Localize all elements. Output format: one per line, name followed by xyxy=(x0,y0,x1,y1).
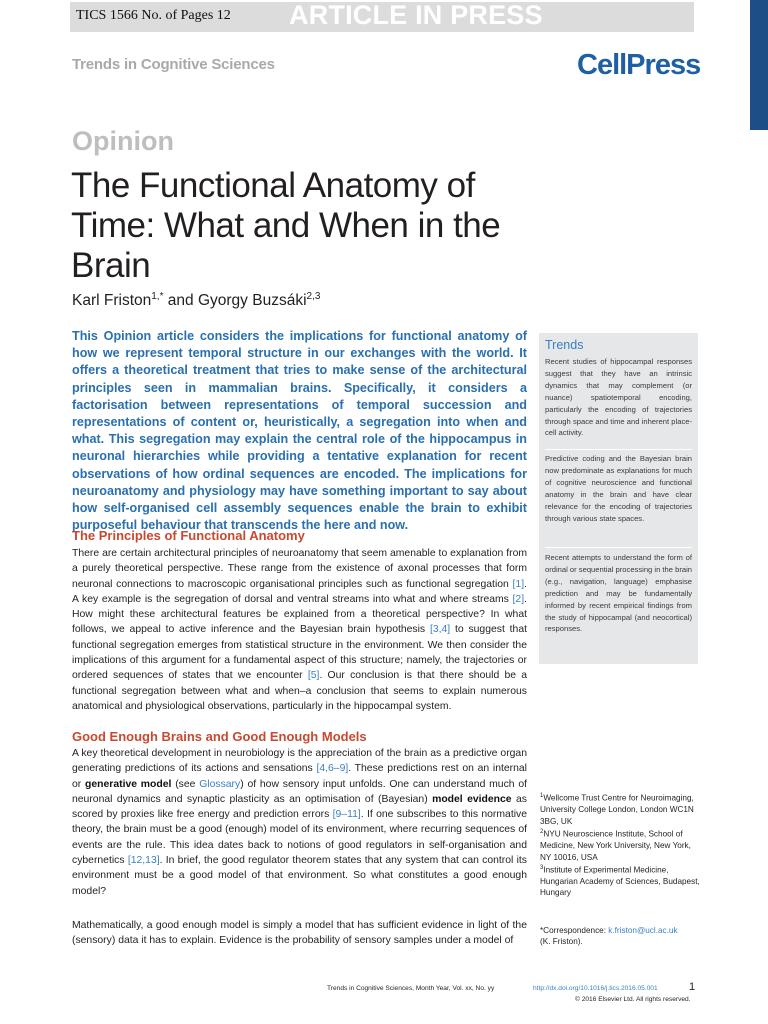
trends-title: Trends xyxy=(545,338,584,352)
citation-link[interactable]: [4,6–9] xyxy=(316,763,349,775)
author-line xyxy=(72,291,320,310)
manuscript-id: TICS 1566 No. of Pages 12 xyxy=(76,8,231,23)
author-superscript: 1,* xyxy=(151,291,164,302)
affiliation-item: $^2$NYU Neuroscience Institute, School of Medicine, New York University, New York, NY 10016, USA xyxy=(540,828,691,862)
affiliation-item: $^1$Wellcome Trust Centre for Neuroimaging, University College London, London WC1N 3BG, UK xyxy=(540,793,694,826)
email-link[interactable]: k.friston@ucl.ac.uk xyxy=(608,926,678,935)
trend-item: Predictive coding and the Bayesian brain now predominate as explanations for much of cognitive neuroscience and functional anatomy in the brain and have clear relevance for the encoding of trajectories through various state spaces. xyxy=(545,454,692,523)
copyright: © 2016 Elsevier Ltd. All rights reserved. xyxy=(575,996,691,1003)
section-heading: The Principles of Functional Anatomy xyxy=(72,528,305,543)
cellpress-logo: CellPress xyxy=(577,49,701,81)
trend-divider xyxy=(545,449,692,450)
author-name: Karl Friston xyxy=(72,292,152,310)
trend-item: Recent studies of hippocampal responses suggest that they have an intrinsic dynamics that may complement (or nuance) spatiotemporal encoding, particularly the encoding of trajectories through space and time and inherent place-cell activity. xyxy=(545,357,692,438)
trend-item: Recent attempts to understand the form of ordinal or sequential processing in the brain (e.g., navigation, language) emphasise prediction and may be fundamentally informed by recent empirical findings from the study of hippocampal (and neocortical) responses. xyxy=(545,553,692,634)
affiliation-item: $^3$Institute of Experimental Medicine, Hungarian Academy of Sciences, Budapest, Hungary xyxy=(540,864,700,898)
body-paragraph: Mathematically, a good enough model is simply a model that has sufficient evidence in light of the (sensory) data it has to explain. Evidence is the probability of sensory samples under a model of xyxy=(72,920,527,947)
body-paragraph: A key theoretical development in neurobiology is the appreciation of the brain as a predictive organ generating predictions of its actions and sensations [4,6–9]. These predictions rest on an internal or generative model (see Glossary) of how sensory input unfolds. One can understand much of neuronal dynamics and synaptic plasticity as an optimisation of (Bayesian) model evidence as scored by proxies like free energy and prediction errors [9–11]. If one subscribes to this normative theory, the brain must be a good (enough) model of its environment, where recurring sequences of events are the rule. This idea dates back to notions of good regulators in self-organisation and cybernetics [12,13]. In brief, the good regulator theorem states that any system that can control its environment must be a good model of that environment. So what constitutes a good enough model? xyxy=(72,748,527,897)
doi-link[interactable]: http://dx.doi.org/10.1016/j.tics.2016.05.001 xyxy=(533,985,658,992)
glossary-link[interactable]: Glossary xyxy=(199,778,241,790)
correspondence: *Correspondence: k.friston@ucl.ac.uk (K. Friston). xyxy=(540,926,678,947)
author-superscript: 2,3 xyxy=(306,291,321,302)
citation-link[interactable]: [5] xyxy=(307,670,320,682)
citation-link[interactable]: [2] xyxy=(512,593,525,605)
edge-tab xyxy=(750,0,768,130)
citation-link[interactable]: [3,4] xyxy=(429,624,451,636)
glossary-term: model evidence xyxy=(432,793,512,805)
citation-link[interactable]: [12,13] xyxy=(127,855,160,867)
trends-box xyxy=(539,333,698,664)
author-conjunction: and xyxy=(163,292,198,310)
article-in-press-banner xyxy=(70,2,694,32)
article-in-press-label: ARTICLE IN PRESS xyxy=(289,0,543,30)
journal-name: Trends in Cognitive Sciences xyxy=(72,56,275,73)
glossary-term: generative model xyxy=(85,778,172,790)
citation-link[interactable]: [1] xyxy=(512,578,525,590)
abstract: This Opinion article considers the implications for functional anatomy of how we represent temporal structure in our exchanges with the world. It offers a theoretical treatment that tries to make sense of the architectural principles seen in mammalian brains. Specifically, it considers a factorisation between representations of temporal succession and representations of content or, heuristically, a segregation into when and what. This segregation may explain the central role of the hippocampus in neuronal hierarchies while providing a tentative explanation for recent observations of how ordinal sequences are encoded. The implications for neuroanatomy and physiology may have something important to say about how self-organised cell assembly sequences enable the brain to exhibit purposeful behaviour that transcends the here and now. xyxy=(72,329,527,533)
page-number: 1 xyxy=(689,981,696,993)
author-name: Gyorgy Buzsáki xyxy=(197,292,307,310)
body-paragraph: There are certain architectural principles of neuroanatomy that seem amenable to explanation from a purely theoretical perspective. These range from the existence of axonal processes that form neuronal connections to macroscopic organisational principles such as functional segregation [1]. A key example is the segregation of dorsal and ventral streams into what and where streams [2]. How might these architectural features be explained from a theoretical perspective? In what follows, we appeal to active inference and the Bayesian brain hypothesis [3,4] to suggest that functional segregation emerges from statistical structure in the environment. We then consider the implications of this argument for a fundamental aspect of this structure; namely, the trajectories or ordered sequences of states that we encounter [5]. Our conclusion is that there should be a functional segregation between what and when–a conclusion that seems to explain numerous anatomical and physiological observations, particularly in the hippocampal system. xyxy=(72,548,528,712)
article-type-label: Opinion xyxy=(72,126,174,156)
citation-link[interactable]: [9–11] xyxy=(332,809,361,821)
footer-citation: Trends in Cognitive Sciences, Month Year, Vol. xx, No. yy xyxy=(327,985,495,992)
trend-divider xyxy=(545,547,692,548)
section-heading: Good Enough Brains and Good Enough Models xyxy=(72,729,367,744)
affiliations xyxy=(540,791,700,899)
article-title: The Functional Anatomy of Time: What and When in the Brain xyxy=(71,166,501,285)
